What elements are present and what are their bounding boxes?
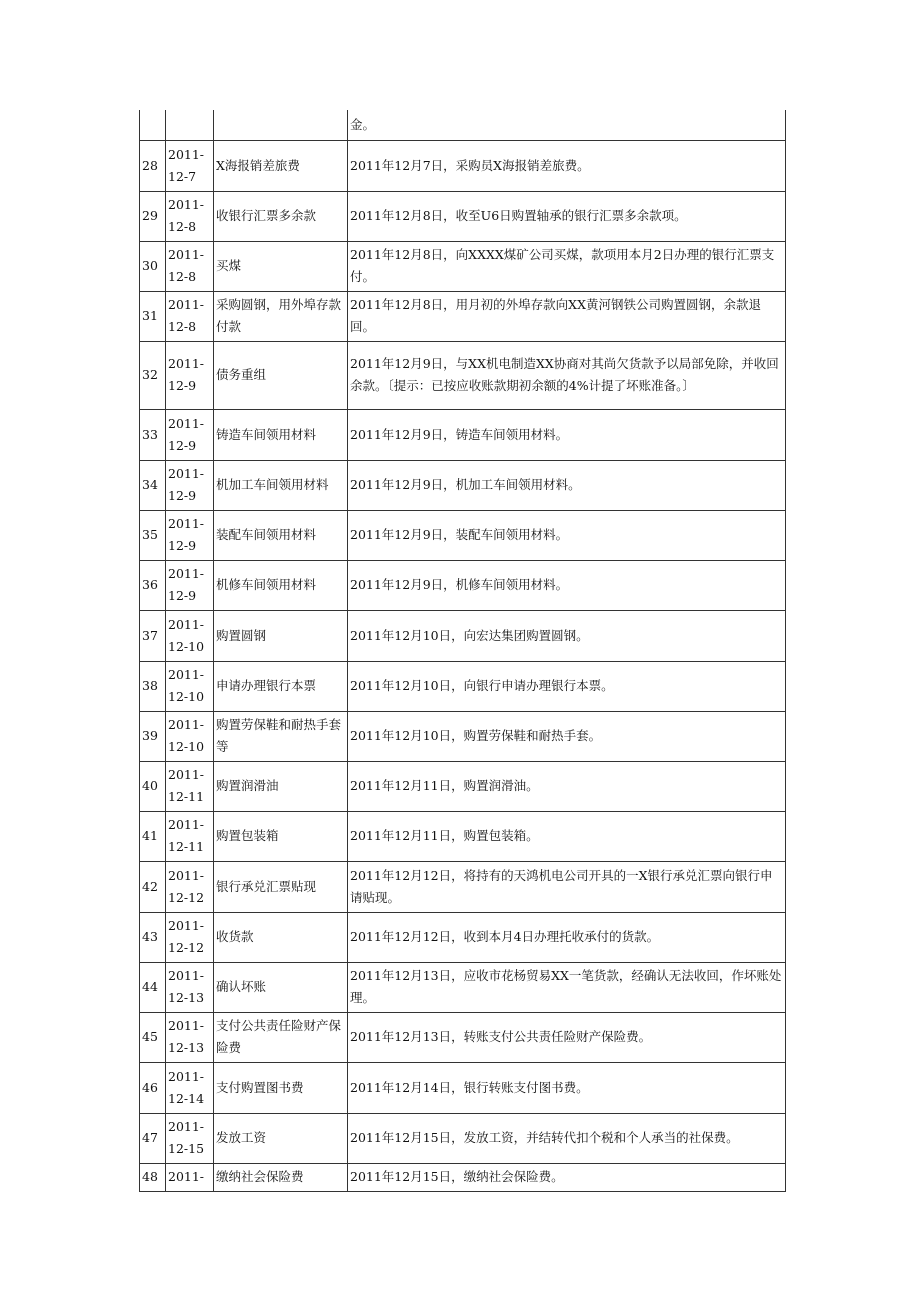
row-date: 2011-12-11 xyxy=(166,811,214,861)
row-item: 机修车间领用材料 xyxy=(214,560,348,610)
row-date: 2011-12-13 xyxy=(166,962,214,1012)
row-number: 42 xyxy=(140,861,166,912)
row-item: 购置劳保鞋和耐热手套等 xyxy=(214,711,348,761)
row-date: 2011-12-8 xyxy=(166,191,214,241)
row-number: 30 xyxy=(140,241,166,291)
row-description: 2011年12月13日，应收市花杨贸易XX一笔货款，经确认无法收回，作坏账处理。 xyxy=(348,962,786,1012)
table-row xyxy=(140,1163,786,1191)
table-row xyxy=(140,409,786,460)
row-number: 39 xyxy=(140,711,166,761)
row-date: 2011-12-9 xyxy=(166,409,214,460)
row-number: 31 xyxy=(140,291,166,341)
table-row xyxy=(140,110,786,140)
row-item: 银行承兑汇票贴现 xyxy=(214,861,348,912)
row-item: 装配车间领用材料 xyxy=(214,510,348,560)
row-date: 2011-12-13 xyxy=(166,1012,214,1062)
row-description: 2011年12月8日，收至U6日购置轴承的银行汇票多余款项。 xyxy=(348,191,786,241)
row-number: 47 xyxy=(140,1113,166,1163)
row-number: 44 xyxy=(140,962,166,1012)
table-row xyxy=(140,811,786,861)
row-item: 确认坏账 xyxy=(214,962,348,1012)
table-row xyxy=(140,341,786,409)
table-row xyxy=(140,510,786,560)
row-description: 2011年12月11日，购置包装箱。 xyxy=(348,811,786,861)
row-item: X海报销差旅费 xyxy=(214,140,348,191)
row-date: 2011-12-9 xyxy=(166,510,214,560)
row-item: 收货款 xyxy=(214,912,348,962)
row-item: 购置圆钢 xyxy=(214,610,348,661)
row-number: 48 xyxy=(140,1163,166,1191)
row-date: 2011-12-10 xyxy=(166,711,214,761)
row-item: 收银行汇票多余款 xyxy=(214,191,348,241)
row-item: 机加工车间领用材料 xyxy=(214,460,348,510)
row-description: 2011年12月12日，将持有的天鸿机电公司开具的一X银行承兑汇票向银行申请贴现。 xyxy=(348,861,786,912)
row-item: 支付购置图书费 xyxy=(214,1062,348,1113)
table-row xyxy=(140,191,786,241)
row-date: 2011-12-12 xyxy=(166,912,214,962)
table-row xyxy=(140,761,786,811)
row-number: 28 xyxy=(140,140,166,191)
row-date: 2011-12-11 xyxy=(166,761,214,811)
row-description: 2011年12月10日，购置劳保鞋和耐热手套。 xyxy=(348,711,786,761)
row-item: 申请办理银行本票 xyxy=(214,661,348,711)
row-item: 债务重组 xyxy=(214,341,348,409)
row-description: 2011年12月8日，向XXXX煤矿公司买煤，款项用本月2日办理的银行汇票支付。 xyxy=(348,241,786,291)
row-item xyxy=(214,110,348,140)
row-description: 2011年12月15日，发放工资，并结转代扣个税和个人承当的社保费。 xyxy=(348,1113,786,1163)
row-number: 40 xyxy=(140,761,166,811)
row-date: 2011-12-8 xyxy=(166,241,214,291)
row-number: 43 xyxy=(140,912,166,962)
row-item: 购置润滑油 xyxy=(214,761,348,811)
table-row xyxy=(140,140,786,191)
row-item: 铸造车间领用材料 xyxy=(214,409,348,460)
row-number: 35 xyxy=(140,510,166,560)
row-item: 缴纳社会保险费 xyxy=(214,1163,348,1191)
row-description: 2011年12月9日，装配车间领用材料。 xyxy=(348,510,786,560)
row-item: 购置包装箱 xyxy=(214,811,348,861)
row-description: 2011年12月13日，转账支付公共责任险财产保险费。 xyxy=(348,1012,786,1062)
row-number: 46 xyxy=(140,1062,166,1113)
row-description: 2011年12月10日，向宏达集团购置圆钢。 xyxy=(348,610,786,661)
row-item: 采购圆钢，用外埠存款付款 xyxy=(214,291,348,341)
row-description: 2011年12月9日，机加工车间领用材料。 xyxy=(348,460,786,510)
row-description: 2011年12月10日，向银行申请办理银行本票。 xyxy=(348,661,786,711)
row-description: 2011年12月9日，与XX机电制造XX协商对其尚欠货款予以局部免除，并收回余款。〔提示：已按应收账款期初余额的4%计提了坏账准备。〕 xyxy=(348,341,786,409)
table-row xyxy=(140,861,786,912)
row-number: 29 xyxy=(140,191,166,241)
row-description: 2011年12月15日，缴纳社会保险费。 xyxy=(348,1163,786,1191)
row-item: 支付公共责任险财产保险费 xyxy=(214,1012,348,1062)
row-number: 36 xyxy=(140,560,166,610)
row-date: 2011-12-10 xyxy=(166,661,214,711)
table-row xyxy=(140,1113,786,1163)
row-number: 32 xyxy=(140,341,166,409)
row-date: 2011-12-10 xyxy=(166,610,214,661)
row-description: 2011年12月14日，银行转账支付图书费。 xyxy=(348,1062,786,1113)
row-number: 34 xyxy=(140,460,166,510)
table-row xyxy=(140,1012,786,1062)
transactions-table xyxy=(139,110,786,1192)
row-date: 2011- xyxy=(166,1163,214,1191)
row-description: 2011年12月7日，采购员X海报销差旅费。 xyxy=(348,140,786,191)
row-date: 2011-12-12 xyxy=(166,861,214,912)
row-item: 发放工资 xyxy=(214,1113,348,1163)
row-number: 33 xyxy=(140,409,166,460)
row-description: 2011年12月11日，购置润滑油。 xyxy=(348,761,786,811)
table-row xyxy=(140,711,786,761)
row-description: 2011年12月8日，用月初的外埠存款向XX黄河钢铁公司购置圆钢，余款退回。 xyxy=(348,291,786,341)
row-number: 45 xyxy=(140,1012,166,1062)
table-row xyxy=(140,610,786,661)
row-date: 2011-12-15 xyxy=(166,1113,214,1163)
row-description: 2011年12月9日，机修车间领用材料。 xyxy=(348,560,786,610)
table-row xyxy=(140,241,786,291)
row-description: 2011年12月12日，收到本月4日办理托收承付的货款。 xyxy=(348,912,786,962)
table-row xyxy=(140,460,786,510)
row-number: 38 xyxy=(140,661,166,711)
row-date: 2011-12-7 xyxy=(166,140,214,191)
row-date: 2011-12-9 xyxy=(166,341,214,409)
table-row xyxy=(140,661,786,711)
row-description: 金。 xyxy=(348,110,786,140)
row-number xyxy=(140,110,166,140)
row-date: 2011-12-9 xyxy=(166,460,214,510)
row-date: 2011-12-14 xyxy=(166,1062,214,1113)
table-row xyxy=(140,291,786,341)
row-date: 2011-12-8 xyxy=(166,291,214,341)
table-row xyxy=(140,1062,786,1113)
row-date: 2011-12-9 xyxy=(166,560,214,610)
table-row xyxy=(140,962,786,1012)
row-item: 买煤 xyxy=(214,241,348,291)
row-number: 41 xyxy=(140,811,166,861)
table-row xyxy=(140,912,786,962)
row-description: 2011年12月9日，铸造车间领用材料。 xyxy=(348,409,786,460)
table-row xyxy=(140,560,786,610)
row-number: 37 xyxy=(140,610,166,661)
row-date xyxy=(166,110,214,140)
